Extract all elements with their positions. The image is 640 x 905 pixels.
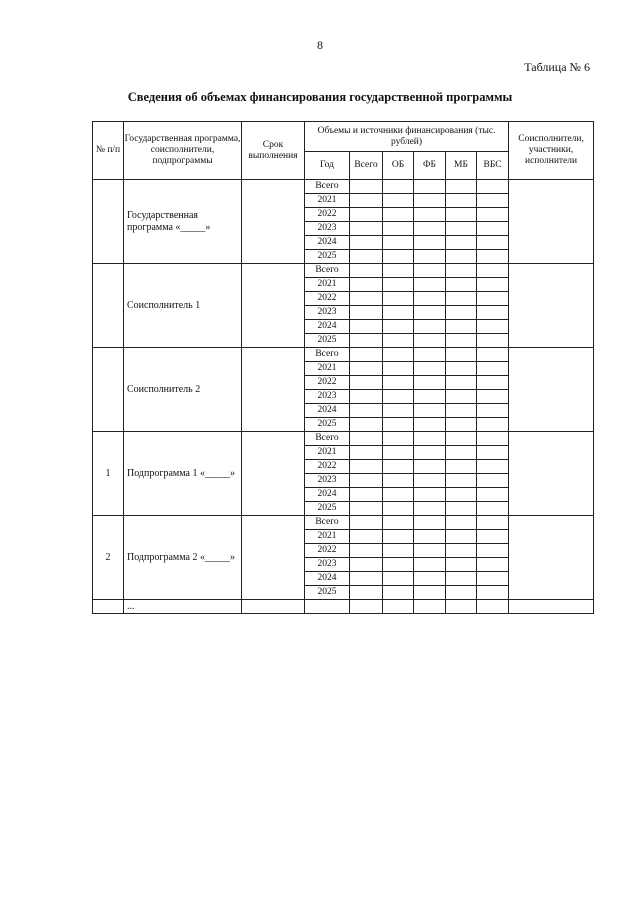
table-body (93, 180, 594, 614)
year-cell: 2023 (305, 474, 350, 488)
year-cell: 2021 (305, 446, 350, 460)
term-cell (242, 516, 305, 600)
total-value-cell (350, 502, 383, 516)
ob-value-cell (383, 334, 414, 348)
table-row (93, 264, 594, 278)
header-num: № п/п (93, 122, 124, 180)
ellipsis-cell: ... (124, 600, 242, 614)
mb-value-cell (446, 208, 477, 222)
total-value-cell (350, 446, 383, 460)
vbs-value-cell (477, 418, 509, 432)
year-cell: 2024 (305, 488, 350, 502)
page-number: 8 (317, 38, 323, 52)
ob-value-cell (383, 194, 414, 208)
year-cell: 2023 (305, 390, 350, 404)
fb-value-cell (414, 432, 446, 446)
mb-value-cell (446, 236, 477, 250)
mb-value-cell (446, 432, 477, 446)
year-cell: 2023 (305, 306, 350, 320)
total-value-cell (350, 586, 383, 600)
year-cell: 2025 (305, 502, 350, 516)
mb-value-cell (446, 586, 477, 600)
ob-value-cell (383, 362, 414, 376)
executors-empty-cell (509, 600, 594, 614)
mb-value-cell (446, 180, 477, 194)
year-cell: 2024 (305, 572, 350, 586)
vbs-value-cell (477, 194, 509, 208)
year-cell: 2021 (305, 530, 350, 544)
total-value-cell (350, 208, 383, 222)
executors-cell (509, 180, 594, 264)
ob-value-cell (383, 502, 414, 516)
ob-value-cell (383, 432, 414, 446)
total-value-cell (350, 362, 383, 376)
mb-value-cell (446, 334, 477, 348)
financing-table (92, 121, 594, 614)
table-row (93, 600, 594, 614)
ob-value-cell (383, 544, 414, 558)
mb-value-cell (446, 320, 477, 334)
total-value-cell (350, 320, 383, 334)
fb-value-cell (414, 390, 446, 404)
header-term: Срок выполнения (242, 122, 305, 180)
vbs-value-cell (477, 474, 509, 488)
total-value-cell (350, 572, 383, 586)
year-cell: 2023 (305, 222, 350, 236)
header-executors: Соисполнители, участники, исполнители (509, 122, 594, 180)
vbs-value-cell (477, 208, 509, 222)
fb-value-cell (414, 222, 446, 236)
fb-value-cell (414, 320, 446, 334)
vbs-value-cell (477, 222, 509, 236)
ob-value-cell (383, 572, 414, 586)
vbs-value-cell (477, 362, 509, 376)
total-value-cell (350, 516, 383, 530)
ob-value-cell (383, 236, 414, 250)
total-value-cell (350, 236, 383, 250)
fb-value-cell (414, 572, 446, 586)
mb-value-cell (446, 292, 477, 306)
vbs-value-cell (477, 292, 509, 306)
total-empty-cell (350, 600, 383, 614)
num-empty-cell (93, 600, 124, 614)
mb-value-cell (446, 194, 477, 208)
mb-value-cell (446, 222, 477, 236)
fb-value-cell (414, 558, 446, 572)
year-cell: Всего (305, 180, 350, 194)
table-row (93, 516, 594, 530)
row-number: 1 (93, 432, 124, 516)
vbs-value-cell (477, 320, 509, 334)
total-value-cell (350, 264, 383, 278)
total-value-cell (350, 376, 383, 390)
ob-value-cell (383, 488, 414, 502)
total-value-cell (350, 222, 383, 236)
ob-value-cell (383, 516, 414, 530)
vbs-value-cell (477, 572, 509, 586)
fb-value-cell (414, 446, 446, 460)
total-value-cell (350, 194, 383, 208)
fb-value-cell (414, 376, 446, 390)
mb-value-cell (446, 488, 477, 502)
ob-empty-cell (383, 600, 414, 614)
ob-value-cell (383, 180, 414, 194)
ob-value-cell (383, 320, 414, 334)
year-cell: 2025 (305, 334, 350, 348)
section-name: Государственная программа «_____» (124, 180, 242, 264)
total-value-cell (350, 334, 383, 348)
fb-value-cell (414, 530, 446, 544)
term-empty-cell (242, 600, 305, 614)
fb-value-cell (414, 292, 446, 306)
term-cell (242, 180, 305, 264)
fb-value-cell (414, 404, 446, 418)
vbs-value-cell (477, 460, 509, 474)
ob-value-cell (383, 278, 414, 292)
fb-value-cell (414, 586, 446, 600)
year-cell: 2025 (305, 586, 350, 600)
executors-cell (509, 432, 594, 516)
header-total: Всего (350, 152, 383, 180)
year-cell: 2021 (305, 194, 350, 208)
total-value-cell (350, 292, 383, 306)
row-number (93, 264, 124, 348)
total-value-cell (350, 558, 383, 572)
year-cell: 2025 (305, 250, 350, 264)
ob-value-cell (383, 404, 414, 418)
vbs-value-cell (477, 334, 509, 348)
fb-value-cell (414, 334, 446, 348)
mb-value-cell (446, 250, 477, 264)
year-cell: Всего (305, 516, 350, 530)
vbs-value-cell (477, 306, 509, 320)
year-empty-cell (305, 600, 350, 614)
vbs-empty-cell (477, 600, 509, 614)
vbs-value-cell (477, 516, 509, 530)
ob-value-cell (383, 264, 414, 278)
vbs-value-cell (477, 530, 509, 544)
year-cell: 2022 (305, 292, 350, 306)
ob-value-cell (383, 292, 414, 306)
header-vbs: ВБС (477, 152, 509, 180)
year-cell: 2022 (305, 544, 350, 558)
mb-value-cell (446, 348, 477, 362)
total-value-cell (350, 418, 383, 432)
fb-value-cell (414, 362, 446, 376)
vbs-value-cell (477, 446, 509, 460)
total-value-cell (350, 460, 383, 474)
total-value-cell (350, 404, 383, 418)
mb-value-cell (446, 530, 477, 544)
header-year: Год (305, 152, 350, 180)
mb-value-cell (446, 264, 477, 278)
fb-value-cell (414, 208, 446, 222)
ob-value-cell (383, 306, 414, 320)
vbs-value-cell (477, 376, 509, 390)
mb-value-cell (446, 390, 477, 404)
ob-value-cell (383, 460, 414, 474)
mb-value-cell (446, 404, 477, 418)
ob-value-cell (383, 418, 414, 432)
ob-value-cell (383, 474, 414, 488)
total-value-cell (350, 180, 383, 194)
total-value-cell (350, 390, 383, 404)
executors-cell (509, 264, 594, 348)
document-title: Сведения об объемах финансирования государственной программы (127, 90, 513, 104)
total-value-cell (350, 306, 383, 320)
fb-value-cell (414, 180, 446, 194)
ob-value-cell (383, 222, 414, 236)
ob-value-cell (383, 348, 414, 362)
section-name: Соисполнитель 2 (124, 348, 242, 432)
year-cell: 2024 (305, 236, 350, 250)
table-row (93, 432, 594, 446)
year-cell: Всего (305, 264, 350, 278)
vbs-value-cell (477, 278, 509, 292)
header-ob: ОБ (383, 152, 414, 180)
total-value-cell (350, 348, 383, 362)
total-value-cell (350, 488, 383, 502)
vbs-value-cell (477, 586, 509, 600)
total-value-cell (350, 432, 383, 446)
header-program: Государственная программа, соисполнители, подпрограммы (124, 122, 242, 180)
header-fb: ФБ (414, 152, 446, 180)
year-cell: 2022 (305, 376, 350, 390)
vbs-value-cell (477, 236, 509, 250)
ob-value-cell (383, 390, 414, 404)
fb-value-cell (414, 460, 446, 474)
ob-value-cell (383, 586, 414, 600)
vbs-value-cell (477, 390, 509, 404)
total-value-cell (350, 544, 383, 558)
year-cell: 2021 (305, 278, 350, 292)
year-cell: 2023 (305, 558, 350, 572)
fb-value-cell (414, 250, 446, 264)
section-name: Подпрограмма 2 «_____» (124, 516, 242, 600)
mb-value-cell (446, 502, 477, 516)
mb-value-cell (446, 558, 477, 572)
year-cell: 2024 (305, 404, 350, 418)
vbs-value-cell (477, 502, 509, 516)
fb-value-cell (414, 544, 446, 558)
year-cell: Всего (305, 432, 350, 446)
mb-value-cell (446, 418, 477, 432)
year-cell: 2021 (305, 362, 350, 376)
term-cell (242, 348, 305, 432)
mb-value-cell (446, 474, 477, 488)
year-cell: 2024 (305, 320, 350, 334)
fb-value-cell (414, 278, 446, 292)
fb-value-cell (414, 474, 446, 488)
term-cell (242, 264, 305, 348)
fb-value-cell (414, 502, 446, 516)
mb-value-cell (446, 516, 477, 530)
executors-cell (509, 348, 594, 432)
vbs-value-cell (477, 250, 509, 264)
year-cell: 2025 (305, 418, 350, 432)
row-number (93, 180, 124, 264)
fb-value-cell (414, 236, 446, 250)
ob-value-cell (383, 250, 414, 264)
total-value-cell (350, 530, 383, 544)
ob-value-cell (383, 530, 414, 544)
vbs-value-cell (477, 404, 509, 418)
year-cell: 2022 (305, 460, 350, 474)
term-cell (242, 432, 305, 516)
total-value-cell (350, 278, 383, 292)
total-value-cell (350, 474, 383, 488)
ob-value-cell (383, 208, 414, 222)
executors-cell (509, 516, 594, 600)
vbs-value-cell (477, 348, 509, 362)
year-cell: Всего (305, 348, 350, 362)
section-name: Подпрограмма 1 «_____» (124, 432, 242, 516)
mb-value-cell (446, 376, 477, 390)
mb-value-cell (446, 306, 477, 320)
vbs-value-cell (477, 180, 509, 194)
header-mb: МБ (446, 152, 477, 180)
mb-value-cell (446, 572, 477, 586)
table-label: Таблица № 6 (524, 60, 590, 74)
mb-value-cell (446, 460, 477, 474)
ob-value-cell (383, 558, 414, 572)
fb-value-cell (414, 488, 446, 502)
fb-value-cell (414, 418, 446, 432)
fb-value-cell (414, 348, 446, 362)
ob-value-cell (383, 376, 414, 390)
header-volumes: Объемы и источники финансирования (тыс. рублей) (305, 122, 509, 152)
mb-value-cell (446, 362, 477, 376)
vbs-value-cell (477, 558, 509, 572)
fb-empty-cell (414, 600, 446, 614)
ob-value-cell (383, 446, 414, 460)
fb-value-cell (414, 516, 446, 530)
vbs-value-cell (477, 432, 509, 446)
mb-empty-cell (446, 600, 477, 614)
fb-value-cell (414, 264, 446, 278)
mb-value-cell (446, 278, 477, 292)
year-cell: 2022 (305, 208, 350, 222)
vbs-value-cell (477, 544, 509, 558)
section-name: Соисполнитель 1 (124, 264, 242, 348)
mb-value-cell (446, 446, 477, 460)
table-row (93, 348, 594, 362)
vbs-value-cell (477, 264, 509, 278)
mb-value-cell (446, 544, 477, 558)
total-value-cell (350, 250, 383, 264)
row-number (93, 348, 124, 432)
row-number: 2 (93, 516, 124, 600)
fb-value-cell (414, 194, 446, 208)
fb-value-cell (414, 306, 446, 320)
table-row (93, 180, 594, 194)
vbs-value-cell (477, 488, 509, 502)
